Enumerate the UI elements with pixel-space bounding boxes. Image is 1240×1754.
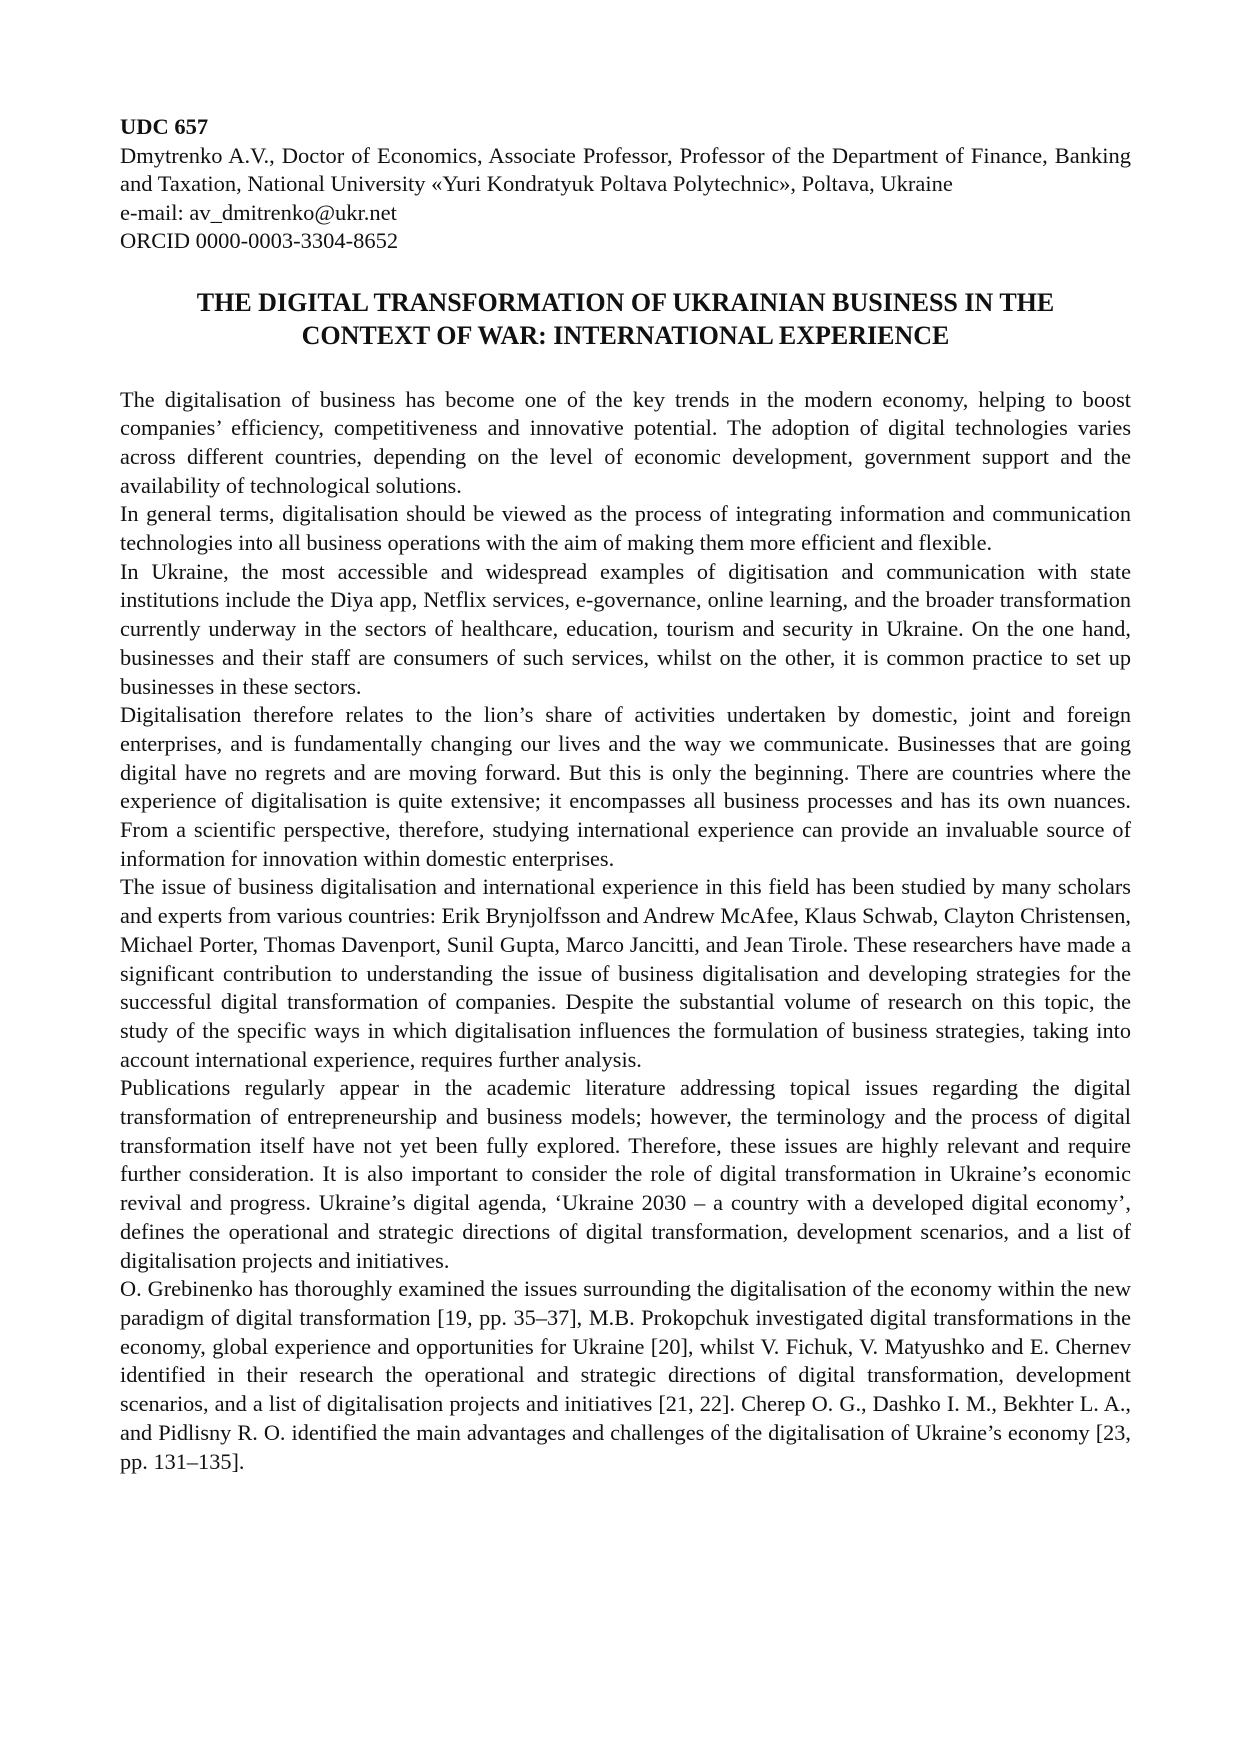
author-block bbox=[120, 113, 1131, 256]
paragraph-5: The issue of business digitalisation and international experience in this field has been studied by many scholars and experts from various countries: Erik Brynjolfsson and Andrew McAfee, Klaus Schwab, Clayton Christensen, Michael Porter, Thomas Davenport, Sunil Gupta, Marco Jancitti, and Jean Tirole. These researchers have made a significant contribution to understanding the issue of business digitalisation and developing strategies for the successful digital transformation of companies. Despite the substantial volume of research on this topic, the study of the specific ways in which digitalisation influences the formulation of business strategies, taking into account international experience, requires further analysis. bbox=[120, 874, 1131, 1072]
paragraph-1: The digitalisation of business has become one of the key trends in the modern economy, helping to boost companies’ efficiency, competitiveness and innovative potential. The adoption of digital technologies varies across different countries, depending on the level of economic development, government support and the availability of technological solutions. bbox=[120, 386, 1131, 498]
title-line-1: THE DIGITAL TRANSFORMATION OF UKRAINIAN BUSINESS IN THE bbox=[196, 287, 1055, 317]
paper-page bbox=[120, 113, 1131, 1476]
paragraph-2: In general terms, digitalisation should be viewed as the process of integrating information and communication technologies into all business operations with the aim of making them more efficient and flexible. bbox=[120, 501, 1131, 556]
paragraph-6: Publications regularly appear in the academic literature addressing topical issues regarding the digital transformation of entrepreneurship and business models; however, the terminology and the process of digital transformation itself have not yet been fully explored. Therefore, these issues are highly relevant and require further consideration. It is also important to consider the role of digital transformation in Ukraine’s economic revival and progress. Ukraine’s digital agenda, ‘Ukraine 2030 – a country with a developed digital economy’, defines the operational and strategic directions of digital transformation, development scenarios, and a list of digitalisation projects and initiatives. bbox=[120, 1075, 1131, 1273]
author-email: e-mail: av_dmitrenko@ukr.net bbox=[120, 199, 397, 225]
paragraph-4: Digitalisation therefore relates to the lion’s share of activities undertaken by domestic, joint and foreign enterprises, and is fundamentally changing our lives and the way we communicate. Businesses that are going digital have no regrets and are moving forward. But this is only the beginning. There are countries where the experience of digitalisation is quite extensive; it encompasses all business processes and has its own nuances. From a scientific perspective, therefore, studying international experience can provide an invaluable source of information for innovation within domestic enterprises. bbox=[120, 702, 1131, 871]
paragraph-3: In Ukraine, the most accessible and widespread examples of digitisation and communication with state institutions include the Diya app, Netflix services, e-governance, online learning, and the broader transformation currently underway in the sectors of healthcare, education, tourism and security in Ukraine. On the one hand, businesses and their staff are consumers of such services, whilst on the other, it is common practice to set up businesses in these sectors. bbox=[120, 558, 1131, 699]
udc-code: UDC 657 bbox=[120, 114, 209, 139]
author-orcid: ORCID 0000-0003-3304-8652 bbox=[120, 228, 399, 253]
author-affiliation: Dmytrenko A.V., Doctor of Economics, Associate Professor, Professor of the Department of Finance, Banking and Taxation, National University «Yuri Kondratyuk Poltava Polytechnic», Poltava, Ukraine bbox=[120, 142, 1131, 196]
article-body bbox=[120, 386, 1131, 1477]
article-title bbox=[120, 286, 1131, 352]
paragraph-7: O. Grebinenko has thoroughly examined the issues surrounding the digitalisation of the economy within the new paradigm of digital transformation [19, pp. 35–37], M.B. Prokopchuk investigated digital transformations in the economy, global experience and opportunities for Ukraine [20], whilst V. Fichuk, V. Matyushko and E. Chernev identified in their research the operational and strategic directions of digital transformation, development scenarios, and a list of digitalisation projects and initiatives [21, 22]. Cherep O. G., Dashko I. M., Bekhter L. A., and Pidlisny R. O. identified the main advantages and challenges of the digitalisation of Ukraine’s economy [23, pp. 131–135]. bbox=[120, 1276, 1131, 1474]
title-line-2: CONTEXT OF WAR: INTERNATIONAL EXPERIENCE bbox=[301, 320, 950, 350]
